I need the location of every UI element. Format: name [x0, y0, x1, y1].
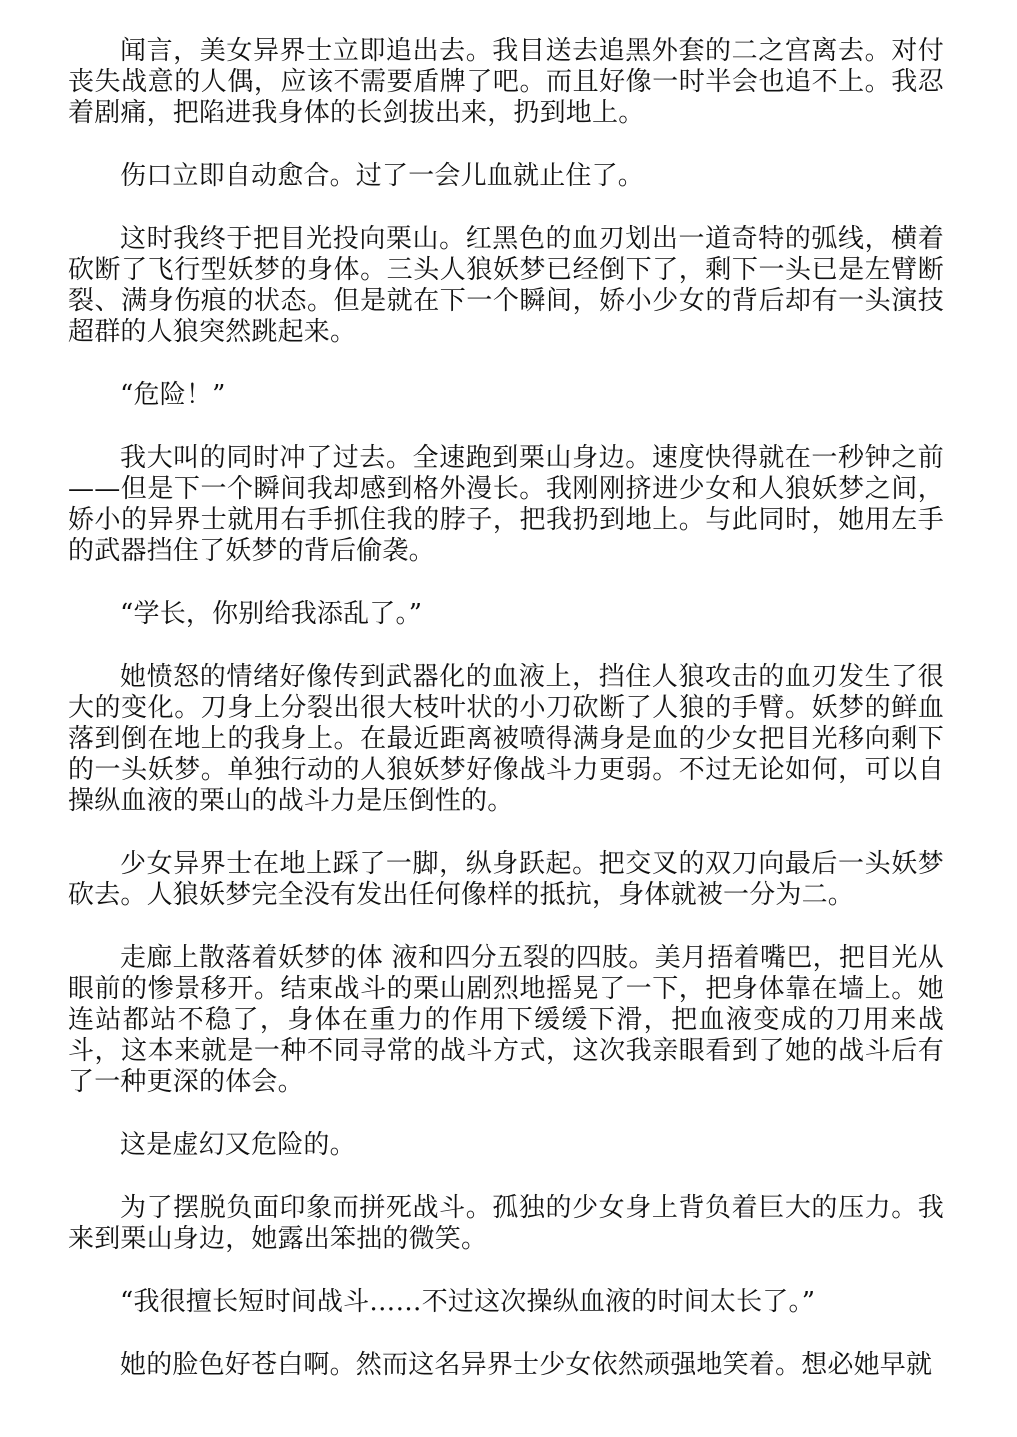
paragraph-6-dialogue: “学长，你别给我添乱了。”: [120, 599, 423, 629]
paragraph-1: 闻言，美女异界士立即追出去。我目送去追黑外套的二之宫离去。对付丧失战意的人偶，应该不需要盾牌了吧。而且好像一时半会也追不上。我忍着剧痛，把陷进我身体的长剑拔出来，扔到地上。: [68, 36, 944, 128]
paragraph-4-dialogue: “危险！”: [120, 380, 226, 410]
paragraph-2: 伤口立即自动愈合。过了一会儿血就止住了。: [120, 161, 645, 191]
document-page: [68, 36, 944, 1381]
paragraph-11: 为了摆脱负面印象而拼死战斗。孤独的少女身上背负着巨大的压力。我来到栗山身边，她露出笨拙的微笑。: [68, 1193, 944, 1254]
paragraph-3: 这时我终于把目光投向栗山。红黑色的血刃划出一道奇特的弧线，横着砍断了飞行型妖梦的身体。三头人狼妖梦已经倒下了，剩下一头已是左臂断裂、满身伤痕的状态。但是就在下一个瞬间，娇小少女的背后却有一头演技超群的人狼突然跳起来。: [68, 224, 944, 347]
paragraph-7: 她愤怒的情绪好像传到武器化的血液上，挡住人狼攻击的血刃发生了很大的变化。刀身上分裂出很大枝叶状的小刀砍断了人狼的手臂。妖梦的鲜血落到倒在地上的我身上。在最近距离被喷得满身是血的少女把目光移向剩下的一头妖梦。单独行动的人狼妖梦好像战斗力更弱。不过无论如何，可以自操纵血液的栗山的战斗力是压倒性的。: [68, 662, 944, 816]
paragraph-10: 这是虚幻又危险的。: [120, 1130, 356, 1160]
paragraph-5: 我大叫的同时冲了过去。全速跑到栗山身边。速度快得就在一秒钟之前——但是下一个瞬间我却感到格外漫长。我刚刚挤进少女和人狼妖梦之间，娇小的异界士就用右手抓住我的脖子，把我扔到地上。与此同时，她用左手的武器挡住了妖梦的背后偷袭。: [68, 443, 944, 566]
paragraph-12-dialogue: “我很擅长短时间战斗……不过这次操纵血液的时间太长了。”: [120, 1287, 816, 1317]
paragraph-9: 走廊上散落着妖梦的体 液和四分五裂的四肢。美月捂着嘴巴，把目光从眼前的惨景移开。结束战斗的栗山剧烈地摇晃了一下，把身体靠在墙上。她连站都站不稳了，身体在重力的作用下缓缓下滑，把血液变成的刀用来战斗，这本来就是一种不同寻常的战斗方式，这次我亲眼看到了她的战斗后有了一种更深的体会。: [68, 943, 944, 1097]
paragraph-13: 她的脸色好苍白啊。然而这名异界士少女依然顽强地笑着。想必她早就: [120, 1350, 933, 1380]
paragraph-8: 少女异界士在地上踩了一脚，纵身跃起。把交叉的双刀向最后一头妖梦砍去。人狼妖梦完全没有发出任何像样的抵抗，身体就被一分为二。: [68, 849, 944, 910]
